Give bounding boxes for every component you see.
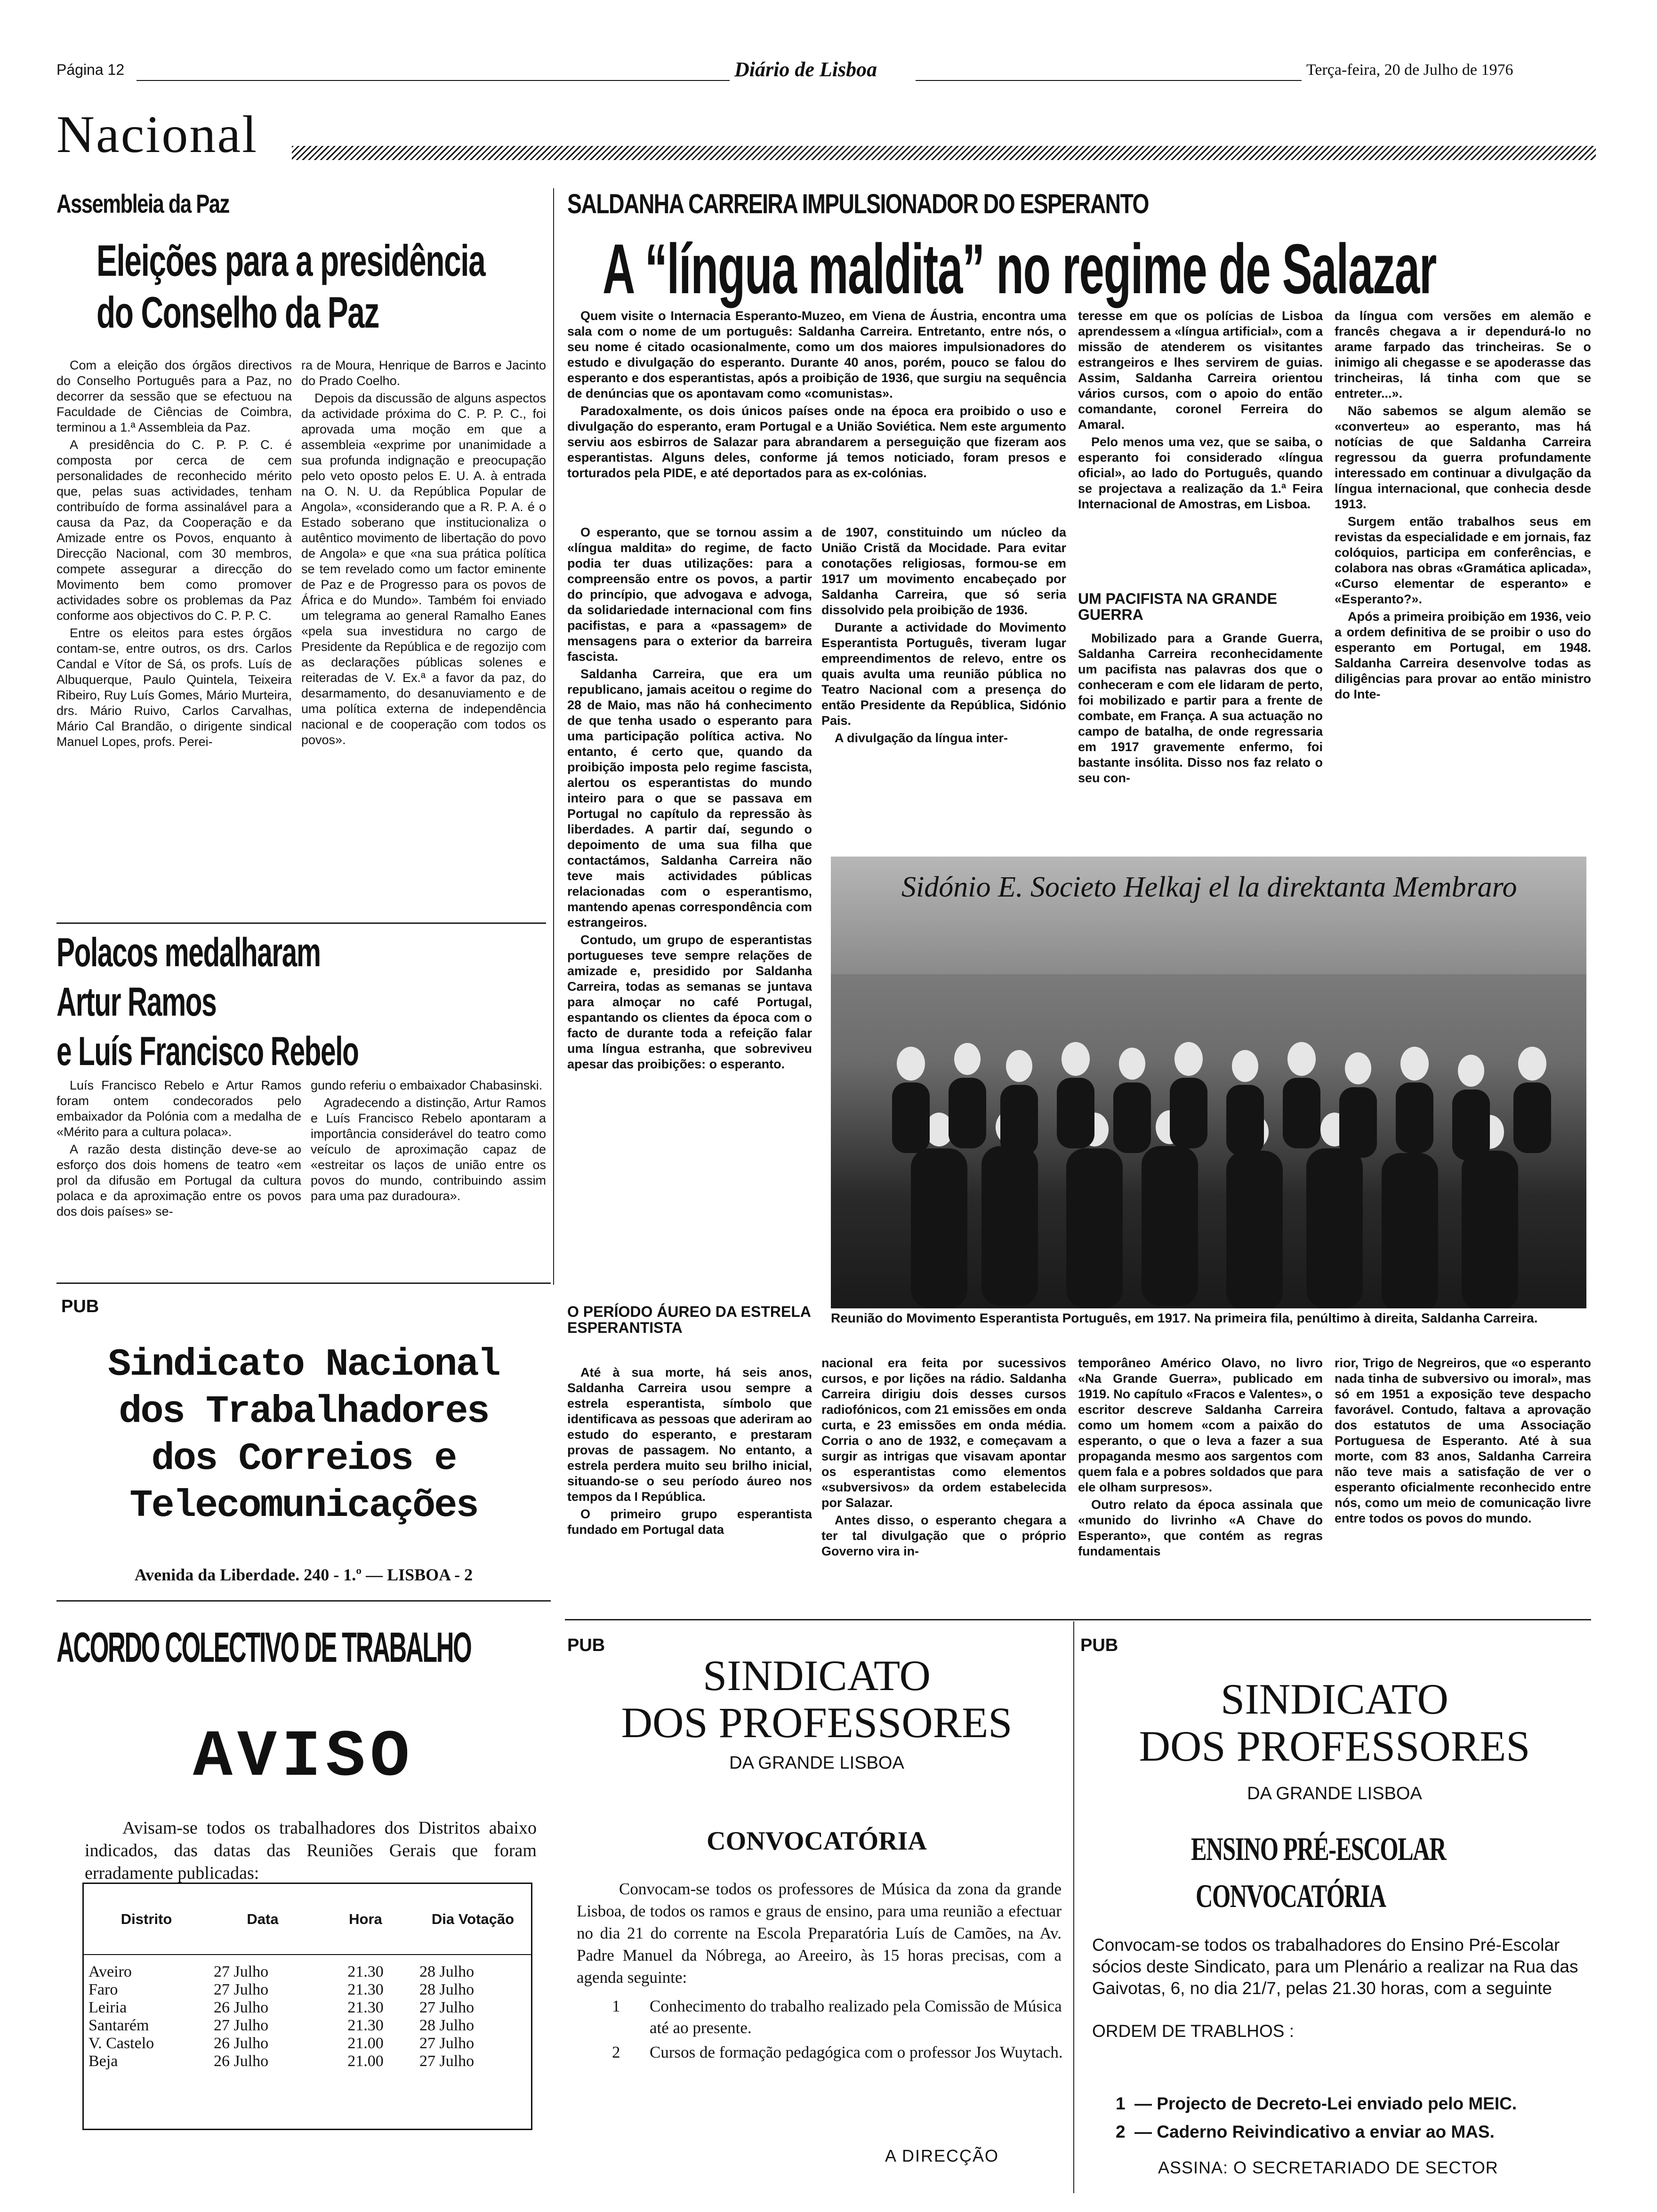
- esperanto-paragraph: O primeiro grupo esperantista fundado em Portugal data: [567, 1507, 812, 1537]
- polacos-headline-1: Polacos medalharam: [56, 930, 321, 975]
- esperanto-paragraph: temporâneo Américo Olavo, no livro «Na Grande Guerra», publicado em 1919. No capítulo «Fracos e Valentes», o escritor descreve Saldanha Carreira como um homem «com a paixão do esperanto, o que o leva a fazer a sua propaganda mesmo aos sargentos com quem fala e a pobres soldados que para ele olham surpresos».: [1078, 1356, 1323, 1494]
- acordo-aviso: AVISO: [193, 1720, 415, 1795]
- preescolar-text: Convocam-se todos os trabalhadores do Ensino Pré-Escolar sócios deste Sindicato, para um Plenário a realizar na Rua das Gaivotas, 6, no dia 21/7, pelas 21.30 horas, com a seguinte: [1092, 1935, 1578, 1998]
- musica-agenda: [612, 1996, 1064, 2063]
- preescolar-title-line: DOS PROFESSORES: [1139, 1722, 1530, 1770]
- esperanto-column-c2: [1078, 631, 1323, 842]
- section-title: Nacional: [56, 105, 258, 164]
- masthead-rule-left: [137, 80, 730, 81]
- musica-title: [567, 1652, 1066, 1746]
- table-cell: 21.30: [347, 1981, 384, 1998]
- table-cell: 21.30: [347, 1963, 384, 1980]
- agenda-num: 2: [1116, 2122, 1126, 2141]
- table-cell: Beja: [88, 2052, 118, 2070]
- esperanto-paragraph: da língua com versões em alemão e francês chegava a ir dependurá-lo no arame farpado das trincheiras. Se o inimigo ali chegasse e se apoderasse das trincheiras, lá tinha com que se entreter...».: [1335, 309, 1591, 401]
- newspaper-name: Diário de Lisboa: [734, 58, 877, 81]
- page-number: Página 12: [56, 61, 125, 78]
- esperanto-headline: A “língua maldita” no regime de Salazar: [603, 229, 1436, 308]
- esperanto-intro-paragraph: Quem visite o Internacia Esperanto-Muzeo, em Viena de Áustria, encontra uma sala com o nome de um português: Saldanha Carreira. Entretanto, entre nós, o seu nome é citado ocasionalmente, como um dos maiores impulsionadores do estudo e divulgação do esperanto. Durante 40 anos, porém, pouco se falou do esperanto e dos esperantistas, após a proibição de 1936, que surgiu na sequência de denúncias que os apontavam como «comunistas».: [567, 309, 1066, 401]
- polacos-headline-2: Artur Ramos: [56, 979, 217, 1025]
- table-cell: 27 Julho: [419, 1999, 475, 2016]
- paz-headline-2: do Conselho da Paz: [97, 288, 379, 337]
- polacos-paragraph: A razão desta distinção deve-se ao esforço dos dois homens de teatro «em prol da difusão em Portugal da cultura polaca e da aproximação entre os povos dos dois países» se-: [56, 1142, 301, 1218]
- table-cell: 27 Julho: [419, 2052, 475, 2070]
- preescolar-ensino: ENSINO PRÉ-ESCOLAR: [1191, 1831, 1446, 1867]
- table-cell: 28 Julho: [419, 2017, 475, 2034]
- table-cell: 21.00: [347, 2052, 384, 2070]
- musica-pub-label: PUB: [567, 1635, 605, 1655]
- agenda-text: Conhecimento do trabalho realizado pela Comissão de Música até ao presente.: [650, 1997, 1062, 2037]
- esperanto-column-b: [821, 525, 1066, 842]
- table-row: [84, 2035, 531, 2052]
- esperanto-paragraph: Contudo, um grupo de esperantistas portugueses teve sempre relações de amizade e, presidido por Saldanha Carreira, todas as semanas se juntava para almoçar no café Portugal, espantando os clientes da época com o facto de durante toda a refeição falar uma língua estranha, que sobreviveu apesar das proibições: o esperanto.: [567, 933, 812, 1071]
- esperanto-paragraph: O esperanto, que se tornou assim a «língua maldita» do regime, de facto podia ter duas utilizações: para a compreensão entre os povos, a partir do princípio, que advogava e advoga, da solidariedade internacional com fins pacifistas, e para a «passagem» de mensagens para o exterior da barreira fascista.: [567, 525, 812, 664]
- acordo-title: ACORDO COLECTIVO DE TRABALHO: [56, 1624, 471, 1671]
- table-cell: 26 Julho: [214, 1999, 269, 2016]
- paz-paragraph: Depois da discussão de alguns aspectos da actividade próxima do C. P. P. C., foi aprovada uma moção em que a assembleia «exprime por unanimidade a sua profunda indignação e preocupação pelo veto oposto pelos E. U. A. à entrada na O. N. U. da República Popular de Angola», «considerando que a R. P. A. é o Estado soberano que institucionaliza o autêntico movimento de libertação do povo de Angola» e que «na sua prática política se tem revelado como um factor eminente de Paz e de Progresso para os povos de África e do Mundo». Também foi enviado um telegrama ao general Ramalho Eanes «pela sua investidura no cargo de Presidente da República e de regozijo com as declarações públicas solenes e reiteradas de V. Ex.ª a favor da paz, do desarmamento, do desanuviamento e de uma política externa de independência nacional e de cooperação com todos os povos».: [301, 391, 546, 747]
- preescolar-title: [1078, 1675, 1591, 1770]
- esperanto-paragraph: teresse em que os polícias de Lisboa aprendessem a «língua artificial», com a missão de atenderem os visitantes estrangeiros e lhes servirem de guias. Assim, Saldanha Carreira orientou vários cursos, com o apoio do então comandante, coronel Ferreira do Amaral.: [1078, 309, 1323, 432]
- polacos-headline-3: e Luís Francisco Rebelo: [56, 1029, 359, 1074]
- paz-headline-1: Eleições para a presidência: [97, 236, 485, 285]
- esperanto-paragraph: Mobilizado para a Grande Guerra, Saldanha Carreira reconhecidamente um pacifista nas palavras dos que o conheceram e com ele lidaram de perto, foi mobilizado e partir para a frente de combate, em França. A sua actuação no campo de batalha, de onde regressaria em 1917 gravemente enfermo, foi bastante insólita. Disso nos faz relato o seu con-: [1078, 631, 1323, 785]
- table-header-dia-votacao: Dia Votação: [415, 1884, 531, 1955]
- preescolar-subtitle: DA GRANDE LISBOA: [1247, 1784, 1422, 1803]
- agenda-text: — Caderno Reivindicativo a enviar ao MAS.: [1134, 2122, 1495, 2141]
- table-row: [84, 2052, 531, 2070]
- correios-title-line: Telecomunicações: [129, 1484, 478, 1528]
- ads-top-rule: [565, 1619, 1591, 1620]
- polacos-column-1: [56, 1078, 301, 1261]
- esperanto-paragraph: Até à sua morte, há seis anos, Saldanha Carreira usou sempre a estrela esperantista, símbolo que identificava as pessoas que aderiram ao estudo do esperanto, e prestaram provas de passagem. No entanto, a estrela perdera muito seu brilho inicial, situando-se o seu período áureo nos tempos da I República.: [567, 1365, 812, 1504]
- preescolar-agenda: [1116, 2090, 1582, 2146]
- acordo-table-box: [82, 1883, 532, 2130]
- table-cell: Leiria: [88, 1999, 127, 2016]
- table-cell: 26 Julho: [214, 2052, 269, 2070]
- paz-kicker: Assembleia da Paz: [56, 189, 229, 218]
- esperanto-paragraph: nacional era feita por sucessivos cursos, e por lições na rádio. Saldanha Carreira dirigiu dois desses cursos radiofónicos, com 21 emissões em onda curta, e 23 emissões em onda média. Corria o ano de 1932, e começavam a surgir as intrigas que visavam apontar os esperantistas como elementos «subversivos» da ordem estabelecida por Salazar.: [821, 1356, 1066, 1510]
- table-cell: 27 Julho: [214, 1981, 269, 1998]
- correios-title-line: dos Trabalhadores: [119, 1390, 489, 1434]
- esperanto-paragraph: de 1907, constituindo um núcleo da União Cristã da Mocidade. Para evitar conotações religiosas, formou-se em 1917 um movimento encabeçado por Saldanha Carreira, que só seria dissolvido pela proibição de 1936.: [821, 525, 1066, 617]
- agenda-item: [612, 1996, 1064, 2039]
- esperanto-column-g: [1078, 1355, 1323, 1614]
- table-cell: 21.30: [347, 2017, 384, 2034]
- correios-title-line: dos Correios e: [151, 1437, 456, 1481]
- correios-address: Avenida da Liberdade. 240 - 1.º — LISBOA - 2: [134, 1565, 473, 1584]
- agenda-item: [1116, 2118, 1582, 2146]
- table-cell: 27 Julho: [419, 2035, 475, 2052]
- table-header-hora: Hora: [316, 1884, 415, 1955]
- esperanto-column-c: [1078, 308, 1323, 614]
- agenda-item: [612, 2042, 1064, 2063]
- esperanto-column-h: [1335, 1355, 1591, 1614]
- photo-caption: Reunião do Movimento Esperantista Português, em 1917. Na primeira fila, penúltimo à direita, Saldanha Carreira.: [831, 1311, 1538, 1325]
- agenda-item: [1116, 2090, 1582, 2118]
- esperanto-column-a: [567, 525, 812, 1290]
- musica-title-line: DOS PROFESSORES: [621, 1699, 1013, 1747]
- acordo-text: Avisam-se todos os trabalhadores dos Distritos abaixo indicados, das datas das Reuniões Gerais que foram erradamente publicadas:: [85, 1818, 537, 1883]
- esperanto-paragraph: Antes disso, o esperanto chegara a ter tal divulgação que o próprio Governo vira in-: [821, 1513, 1066, 1558]
- table-cell: 27 Julho: [214, 2017, 269, 2034]
- photo-banner-text: Sidónio E. Societo Helkaj el la direktanta Membraro: [901, 871, 1517, 903]
- table-row: [84, 1963, 531, 1981]
- table-header-data: Data: [209, 1884, 316, 1955]
- paz-paragraph: Entre os eleitos para estes órgãos contam-se, entre outros, os drs. Carlos Candal e Vítor de Sá, os profs. Luís de Albuquerque, Paulo Quintela, Teixeira Ribeiro, Ruy Luís Gomes, Mário Murteira, drs. Mário Ruivo, Carlos Carvalhas, Mário Cal Brandão, o dirigente sindical Manuel Lopes, profs. Perei-: [56, 626, 292, 749]
- paz-bottom-rule: [56, 922, 546, 924]
- esperanto-column-d: [1335, 308, 1591, 842]
- musica-subtitle: DA GRANDE LISBOA: [729, 1753, 904, 1773]
- acordo-table: [84, 1884, 531, 2070]
- agenda-text: — Projecto de Decreto-Lei enviado pelo MEIC.: [1134, 2094, 1517, 2113]
- agenda-num: 2: [612, 2043, 620, 2061]
- table-cell: 26 Julho: [214, 2035, 269, 2052]
- paz-paragraph: ra de Moura, Henrique de Barros e Jacinto do Prado Coelho.: [301, 358, 546, 388]
- correios-title: [56, 1341, 551, 1530]
- correios-bottom-rule: [56, 1600, 551, 1602]
- correios-title-line: Sindicato Nacional: [108, 1343, 499, 1387]
- musica-title-line: SINDICATO: [703, 1651, 931, 1699]
- photo-people: [831, 857, 1586, 1308]
- musica-sign: A DIRECÇÃO: [885, 2146, 999, 2165]
- paz-paragraph: A presidência do C. P. P. C. é composta por cerca de cem personalidades de reconhecido mérito que, pelas suas actividades, tenham contribuído de forma assinalável para a causa da Paz, da Cooperação e da Amizade entre os Povos, enquanto à Direcção Nacional, com 30 membros, compete assegurar a direcção do Movimento bem como promover actividades sobre os problemas da Paz conforme aos objectivos do C. P. P. C.: [56, 438, 292, 623]
- musica-text: Convocam-se todos os professores de Música da zona da grande Lisboa, de todos os ramos e graus de ensino, para uma reunião a efectuar no dia 21 do corrente na Escola Preparatória Luís de Camões, na Av. Padre Manuel da Nóbrega, ao Areeiro, às 15 horas precisas, com a agenda seguinte:: [577, 1880, 1062, 1987]
- table-row: [84, 1981, 531, 1999]
- table-row: [84, 1999, 531, 2017]
- table-cell: 27 Julho: [214, 1963, 269, 1980]
- esperanto-paragraph: Pelo menos uma vez, que se saiba, o esperanto foi considerado «língua oficial», ao lado do Português, quando se projectava a realização da 1.ª Feira Internacional de Amostras, em Lisboa.: [1078, 435, 1323, 511]
- agenda-text: Cursos de formação pedagógica com o professor Jos Wuytach.: [650, 2043, 1063, 2061]
- esperanto-intro: [567, 308, 1066, 520]
- esperanto-paragraph: Outro relato da época assinala que «munido do livrinho «A Chave do Esperanto», que contém as regras fundamentais: [1078, 1498, 1323, 1558]
- polacos-paragraph: Luís Francisco Rebelo e Artur Ramos foram ontem condecorados pelo embaixador da Polónia com a medalha de «Mérito para a cultura polaca».: [56, 1078, 301, 1139]
- subhead-aureo: O PERÍODO ÁUREO DA ESTRELA ESPERANTISTA: [567, 1303, 811, 1336]
- table-cell: 21.30: [347, 1999, 384, 2016]
- table-cell: Aveiro: [88, 1963, 132, 1980]
- table-cell: V. Castelo: [88, 2035, 154, 2052]
- ads-divider: [1073, 1621, 1074, 2193]
- paz-column-1: [56, 358, 292, 913]
- esperanto-paragraph: Após a primeira proibição em 1936, veio a ordem definitiva de se proibir o uso do esperanto em Portugal, em 1948. Saldanha Carreira desenvolve todas as diligências para provar ao então ministro do Inte-: [1335, 609, 1591, 701]
- esperanto-kicker: SALDANHA CARREIRA IMPULSIONADOR DO ESPERANTO: [567, 189, 1149, 219]
- section-hatch-rule: [292, 146, 1596, 160]
- preescolar-sign: ASSINA: O SECRETARIADO DE SECTOR: [1158, 2158, 1498, 2177]
- polacos-column-2: [311, 1078, 546, 1261]
- esperanto-paragraph: rior, Trigo de Negreiros, que «o esperanto nada tinha de subversivo ou imoral», mas só em 1951 a exposição teve despacho favorável. Contudo, faltava a aprovação dos estatutos de uma Associação Portuguesa de Esperanto. Até à sua morte, com 83 anos, Saldanha Carreira não teve mais a satisfação de ver o esperanto oficialmente reconhecido entre nós, como um meio de comunicação livre entre todos os povos do mundo.: [1335, 1356, 1591, 1525]
- column-divider: [553, 188, 554, 1285]
- table-cell: 21.00: [347, 2035, 384, 2052]
- paz-paragraph: Com a eleição dos órgãos directivos do Conselho Português para a Paz, no decorrer da sessão que se efectuou na Faculdade de Ciências de Coimbra, terminou a 1.ª Assembleia da Paz.: [56, 358, 292, 434]
- table-row: [84, 2017, 531, 2035]
- meeting-photo: [831, 857, 1586, 1308]
- preescolar-pub-label: PUB: [1080, 1635, 1118, 1655]
- table-header-distrito: Distrito: [84, 1884, 209, 1955]
- esperanto-paragraph: Não sabemos se algum alemão se «converteu» ao esperanto, mas há notícias de que Saldanha Carreira regressou da guerra profundamente interessado em continuar a divulgação da língua internacional, que conhecia desde 1913.: [1335, 404, 1591, 511]
- polacos-paragraph: gundo referiu o embaixador Chabasinski.: [311, 1078, 543, 1092]
- table-cell: 28 Julho: [419, 1981, 475, 1998]
- preescolar-title-line: SINDICATO: [1221, 1675, 1448, 1723]
- preescolar-convocatoria: CONVOCATÓRIA: [1196, 1878, 1386, 1915]
- preescolar-ordem: ORDEM DE TRABLHOS :: [1092, 2021, 1295, 2041]
- masthead-rule-right: [916, 80, 1302, 81]
- table-cell: Santarém: [88, 2017, 149, 2034]
- correios-top-rule: [56, 1282, 551, 1284]
- polacos-paragraph: Agradecendo a distinção, Artur Ramos e Luís Francisco Rebelo apontaram a importância considerável do teatro como veículo de aproximação capaz de «estreitar os laços de união entre os povos do mundo, contribuindo assim para uma paz duradoura».: [311, 1096, 546, 1203]
- paz-column-2: [301, 358, 546, 913]
- table-cell: 28 Julho: [419, 1963, 475, 1980]
- esperanto-intro-paragraph: Paradoxalmente, os dois únicos países onde na época era proibido o uso e divulgação do esperanto, eram Portugal e a União Soviética. Nem este argumento serviu aos esbirros de Salazar para abrandarem a perseguição que fizeram aos esperantistas. Alguns deles, conforme já temos noticiado, foram presos e torturados pela PIDE, e até deportados para as ex-colónias.: [567, 404, 1066, 480]
- esperanto-paragraph: A divulgação da língua inter-: [835, 731, 1008, 745]
- subhead-pacifista: UM PACIFISTA NA GRANDE GUERRA: [1078, 590, 1278, 623]
- esperanto-column-e: [567, 1365, 812, 1614]
- agenda-num: 1: [1116, 2094, 1126, 2113]
- esperanto-column-f: [821, 1355, 1066, 1614]
- esperanto-paragraph: Surgem então trabalhos seus em revistas da especialidade e em jornais, faz colóquios, participa em conferências, e colabora nas obras «Gramática aplicada», «Curso elementar de esperanto» e «Esperanto?».: [1335, 514, 1591, 606]
- esperanto-paragraph: Durante a actividade do Movimento Esperantista Português, tiveram lugar empreendimentos de relevo, entre os quais avulta uma reunião pública no Teatro Nacional com a presença do então Presidente da República, Sidónio Pais.: [821, 620, 1066, 728]
- issue-date: Terça-feira, 20 de Julho de 1976: [1306, 61, 1513, 79]
- table-cell: Faro: [88, 1981, 118, 1998]
- musica-convocatoria: CONVOCATÓRIA: [707, 1827, 927, 1856]
- agenda-num: 1: [612, 1997, 620, 2015]
- esperanto-paragraph: Saldanha Carreira, que era um republicano, jamais aceitou o regime do 28 de Maio, mas não há conhecimento de que tenha usado o esperanto para uma participação política activa. No entanto, é certo que, quando da proibição imposta pelo regime fascista, alertou os esperantistas do mundo inteiro para o que se passava em Portugal no capítulo da repressão às liberdades. A partir daí, segundo o depoimento de uma sua filha que contactámos, Saldanha Carreira não teve mais actividades públicas relacionadas com o esperantismo, mantendo apenas correspondência com estrangeiros.: [567, 667, 812, 930]
- correios-pub-label: PUB: [61, 1297, 99, 1316]
